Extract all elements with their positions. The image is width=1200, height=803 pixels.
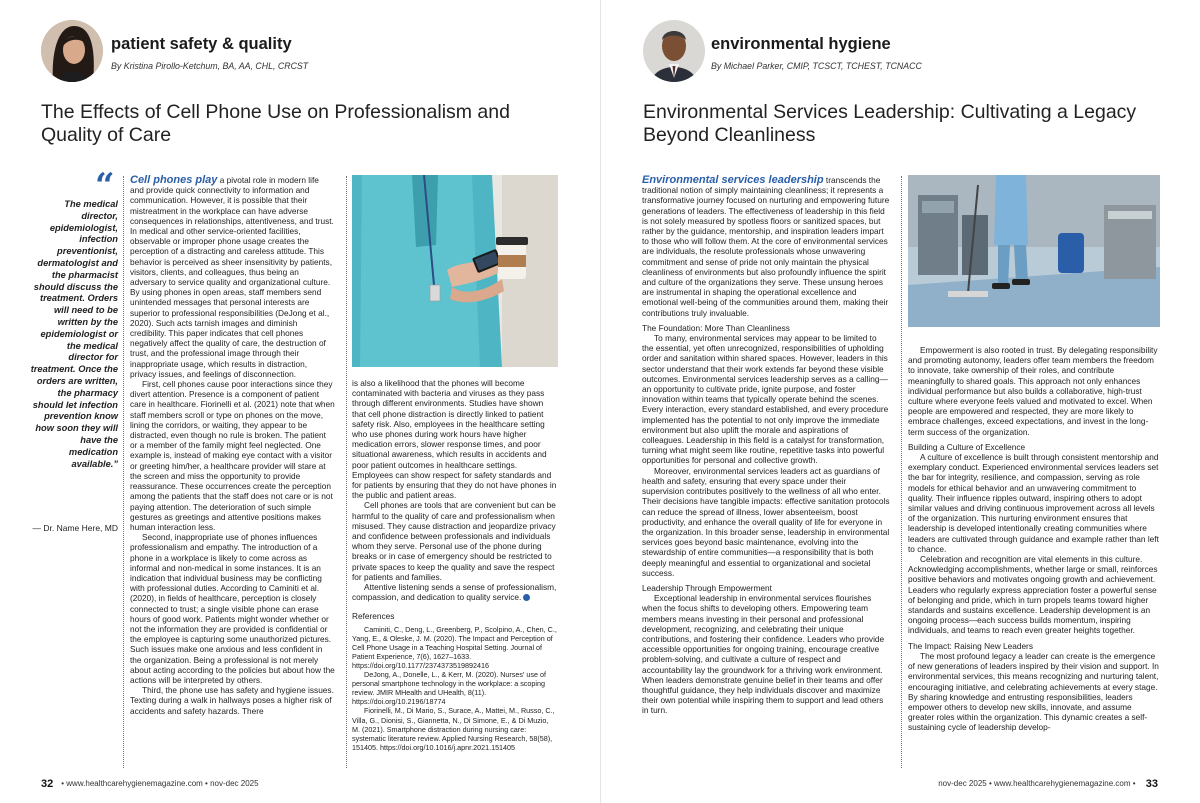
paragraph: To many, environmental services may appear to be limited to the essential, yet often unrecognized, responsibilities of upholding order and sanitation within shared spaces. However, leaders in this sector understand that their work extends far beyond these visible outcomes. Environmental services leadership serves as a calling—an opportunity to cultivate pride, ignite purpose, and foster innovation within teams that typically operate behind the scenes. Every interaction, every standard established, and every procedure implemented has the potential to not only improve the immediate environment but also uplift the morale and aspirations of colleagues. Leadership in this field is a catalyst for transformation, turning what might seem like routine, repetitive tasks into powerful opportunities for personal and collective growth. [642,333,889,466]
author-byline: By Kristina Pirollo-Ketchum, BA, AA, CHL, CRCST [111,61,309,71]
lead-in: Cell phones play [130,175,218,186]
paragraph: Moreover, environmental services leaders act as guardians of health and safety, ensuring that every space under their supervision contributes positively to the wellness of all who enter. Their decisions have tangible impacts: effective sanitation protocols can reduce the spread of illness, lower absenteeism, boost productivity, and enhance the overall quality of life for everyone in the organization. In this broader sense, leadership in environmental services goes beyond basic maintenance, evolving into the stewardship of entire communities—a responsibility that is both deeply meaningful and essential to organizational and societal success. [642,465,890,578]
section-label: patient safety & quality [111,35,292,53]
paragraph: a pivotal role in modern life and provide quick connectivity to information and communication. However, it is possible that their mistreatment in the workplace can have adverse consequences in relationships, attentiveness, and trust. In medical and other service-oriented facilities, observable or improper phone usage creates the perception of a distracting and careless attitude. This behavior is perceived as sheer insensitivity by patients, visitors, clients, and colleagues, thus being an adversary to service quality and organizational culture. By using phones in open areas, staff members send unintended messages that personal interests are superior to professional responsibilities (DeJong et al., 2020). Such acts tarnish images and diminish credibility. This paper indicates that cell phones negatively affect the quality of care, the destruction of trust, and the professional image through their inappropriate usage, which results in distraction, privacy issues, and feelings of disconnection. [130,175,334,379]
paragraph: First, cell phones cause poor interactions since they divert attention. Presence is a component of patient care in healthcare. Fiorinelli et al. (2021) note that when staff members scroll or type on phones on the move, lining the corridors, or waiting, they appear to be distracted, even though no rule is broken. The patient or a member of the family might feel neglected. One example is, instead of making eye contact with a visitor or greeting him/her, a healthcare provider will stare at the screen and miss the opportunity to provide reassurance. These occurrences create the perception among the patients that the staff does not care or is not paying attention. The deterioration of such simple gestures as greetings and attentive positions makes human interaction less. [130,379,335,532]
paragraph: The most profound legacy a leader can create is the emergence of new generations of leaders inspired by their vision and support. In environmental services, this means recognizing and nurturing talent, encouraging initiative, and celebrating achievements at every stage. By sharing knowledge and entrusting responsibilities, leaders empower others to develop new skills, innovate, and assume greater roles within the organization. This dynamic creates a self-sustaining cycle of leadership develop- [908,650,1159,733]
author-byline: By Michael Parker, CMIP, TCSCT, TCHEST, TCNACC [711,61,922,71]
paragraph: Cell phones are tools that are convenient but can be harmful to the quality of care and professionalism when misused. They cause distraction and jeopardize privacy and confidence between professionals and individuals whom they serve. Personal use of the phone during breaks or in case of emergency should be restricted to private spaces to keep the quality and save the respect for patients and families. [352,500,556,582]
subheading: The Foundation: More Than Cleanliness [642,322,790,333]
subheading: Leadership Through Empowerment [642,582,772,593]
paragraph: Third, the phone use has safety and hygiene issues. Texting during a walk in hallways poses a higher risk of accidents and safety hazards. There [130,685,334,716]
paragraph: Second, inappropriate use of phones influences professionalism and empathy. The introduction of a phone in a workplace is likely to come across as informal and non-medical in some instances. It is an indication that individual business may be conflicting with professional duties. According to Caminiti et al. (2020), in fields of healthcare, perception is closely connected to trust; a single visible phone can erase hours of good work. Patients might wonder whether or not the information they are provided is confidential or the employee is capturing some unauthorized pictures. Such issues make one anxious and less confident in the organization. Being a professional is not merely about acting according to the policies but about how the actions will be interpreted by others. [130,532,335,685]
paragraph: Celebration and recognition are vital elements in this culture. Acknowledging accomplishments, whether large or small, reinforces positive behaviors and motivates ongoing growth and achievement. Leaders who regularly express appreciation foster a powerful sense of belonging and pride, which in turn propels teams toward higher standards and sustains excellence. Leadership development is an ongoing process—each success builds momentum, inspiring individuals, and teams to reach even greater heights together. [908,554,1158,636]
quote-mark-icon: “ [95,166,115,206]
hospital-cleaning-photo [908,175,1160,327]
subheading: Building a Culture of Excellence [908,441,1026,452]
footer-date: nov-dec 2025 [938,779,987,788]
footer-site: www.healthcarehygienemagazine.com [993,779,1131,788]
subheading: The Impact: Raising New Leaders [908,640,1033,651]
page-number: 33 [1145,778,1158,790]
paragraph: transcends the traditional notion of simply maintaining cleanliness; it represents a transformative journey focused on nurturing and empowering future generations of leaders. The effectiveness of leadership in this field is not solely measured by spotless floors or sanitized spaces, but rather by the guidance, mentorship, and inspiration leaders impart to those who will follow them. At the core of environmental services are individuals, the resolute professionals whose unwavering commitment and sense of pride not only maintain the physical cleanliness of environments but also profoundly influence the spirit and culture of the organizations they serve. These unsung heroes are instrumental in shaping the operational excellence and emotional well-being of the communities around them, making their contributions truly invaluable. [642,175,890,318]
paragraph: Empowerment is also rooted in trust. By delegating responsibility and promoting autonomy, leaders offer team members the freedom to innovate, take ownership of their roles, and contribute meaningfully to shared goals. This approach not only enhances individual performance but also builds a collaborative, high-trust culture where everyone feels valued and motivated to excel. When people are empowered and respected, they are more likely to embrace challenges, exceed expectations, and invest in the long-term success of the organization. [908,345,1158,437]
article-column-1 [642,175,890,767]
article-title: The Effects of Cell Phone Use on Professionalism and Quality of Care [41,101,510,146]
article-title: Environmental Services Leadership: Cultivating a Legacy Beyond Cleanliness [643,101,1137,146]
paragraph: is also a likelihood that the phones will become contaminated with bacteria and viruses as they pass through different environments. Studies have shown that cell phone distraction is directly linked to patient safety risk. Also, employees in the healthcare setting who use phones during work hours have higher medication errors, slower response times, and poor situational awareness, which results in accidents and poor patient outcomes in healthcare settings. Employees can show respect for safety standards and for patients by ensuring that they do not have phones in the public and patient areas. [352,378,557,501]
reference-item: DeJong, A., Donelle, L., & Kerr, M. (2020). Nurses' use of personal smartphone technology in the workplace: a scoping review. JMIR MHealth and UHealth, 8(11). https://doi.org/10.2196/18774 [352,670,546,707]
author-photo [643,20,705,82]
reference-item: Fiorinelli, M., Di Mario, S., Surace, A., Mattei, M., Russo, C., Villa, G., Dionisi, S., Giannetta, N., Di Simone, E., & Di Muzio, M. (2021). Smartphone distraction during nursing care: systematic literature review. Applied Nursing Research, 58(58), 151405. https://doi.org/10.1016/j.apnr.2021.151405 [352,706,555,752]
footer-site: www.healthcarehygienemagazine.com [66,779,203,788]
section-label: environmental hygiene [711,35,891,53]
article-column-1 [130,175,335,767]
right-page [600,0,1200,803]
column-divider [123,176,124,768]
references [352,612,558,751]
reference-item: Caminiti, C., Deng, L., Greenberg, P., Scolpino, A., Chen, C., Yang, E., & Oleske, J. M. (2020). The Impact and Perception of Cell Phone Usage in a Teaching Hospital Setting. Journal of Patient Experience, 7(6), 1627–1633. https://doi.org/10.1177/2374373519892416 [352,624,557,670]
references-heading: References [352,611,395,622]
paragraph: Attentive listening sends a sense of professionalism, compassion, and dedication to quality service. [352,582,557,603]
column-divider [346,176,347,768]
page-footer: 32 • www.healthcarehygienemagazine.com • nov-dec 2025 [41,778,259,790]
page-number: 32 [41,778,54,790]
paragraph: Exceptional leadership in environmental services flourishes when the focus shifts to developing others. Empowering team members means investing in their personal and professional development, recognizing, and celebrating their unique contributions, and fostering their confidence. Leaders who provide accessible opportunities for ongoing training, encourage creative problem-solving, and cultivate a culture of respect and accountability lay the groundwork for a thriving work environment. When leaders demonstrate genuine belief in their teams and offer thoughtful guidance, they help individuals discover and maximize their own potential while inspiring them to support and lead others in turn. [642,593,885,716]
lead-in: Environmental services leadership [642,175,824,186]
paragraph: A culture of excellence is built through consistent mentorship and exemplary conduct. Experienced environmental services leaders set the bar for integrity, resilience, and compassion, serving as role models for ethical behavior and an unwavering commitment to quality. Their influence ripples outward, inspiring others to adopt similar values and driving continuous improvement across all levels of the organization. This nurturing environment ensures that leadership is developed intentionally creating communities where leaders are cultivated through guidance and example rather than left to chance. [908,452,1159,554]
page-footer: nov-dec 2025 • www.healthcarehygienemagazine.com • 33 [938,778,1158,790]
end-mark-icon [523,594,530,601]
nurse-phone-photo [352,175,558,367]
pull-quote-attribution: — Dr. Name Here, MD [32,523,118,533]
pull-quote: The medical director, epidemiologist, infection preventionist, dermatologist and the pharmacist should discuss the treatment. Orders will need to be written by the epidemiologist or the medical director for treatment. Once the orders are written, the pharmacy should let infection prevention know how soon they will have the medication available.” [30,199,118,469]
article-column-2 [352,378,558,768]
footer-date: nov-dec 2025 [210,779,259,788]
article-column-2 [908,345,1160,767]
column-divider [901,176,902,768]
author-photo [41,20,103,82]
